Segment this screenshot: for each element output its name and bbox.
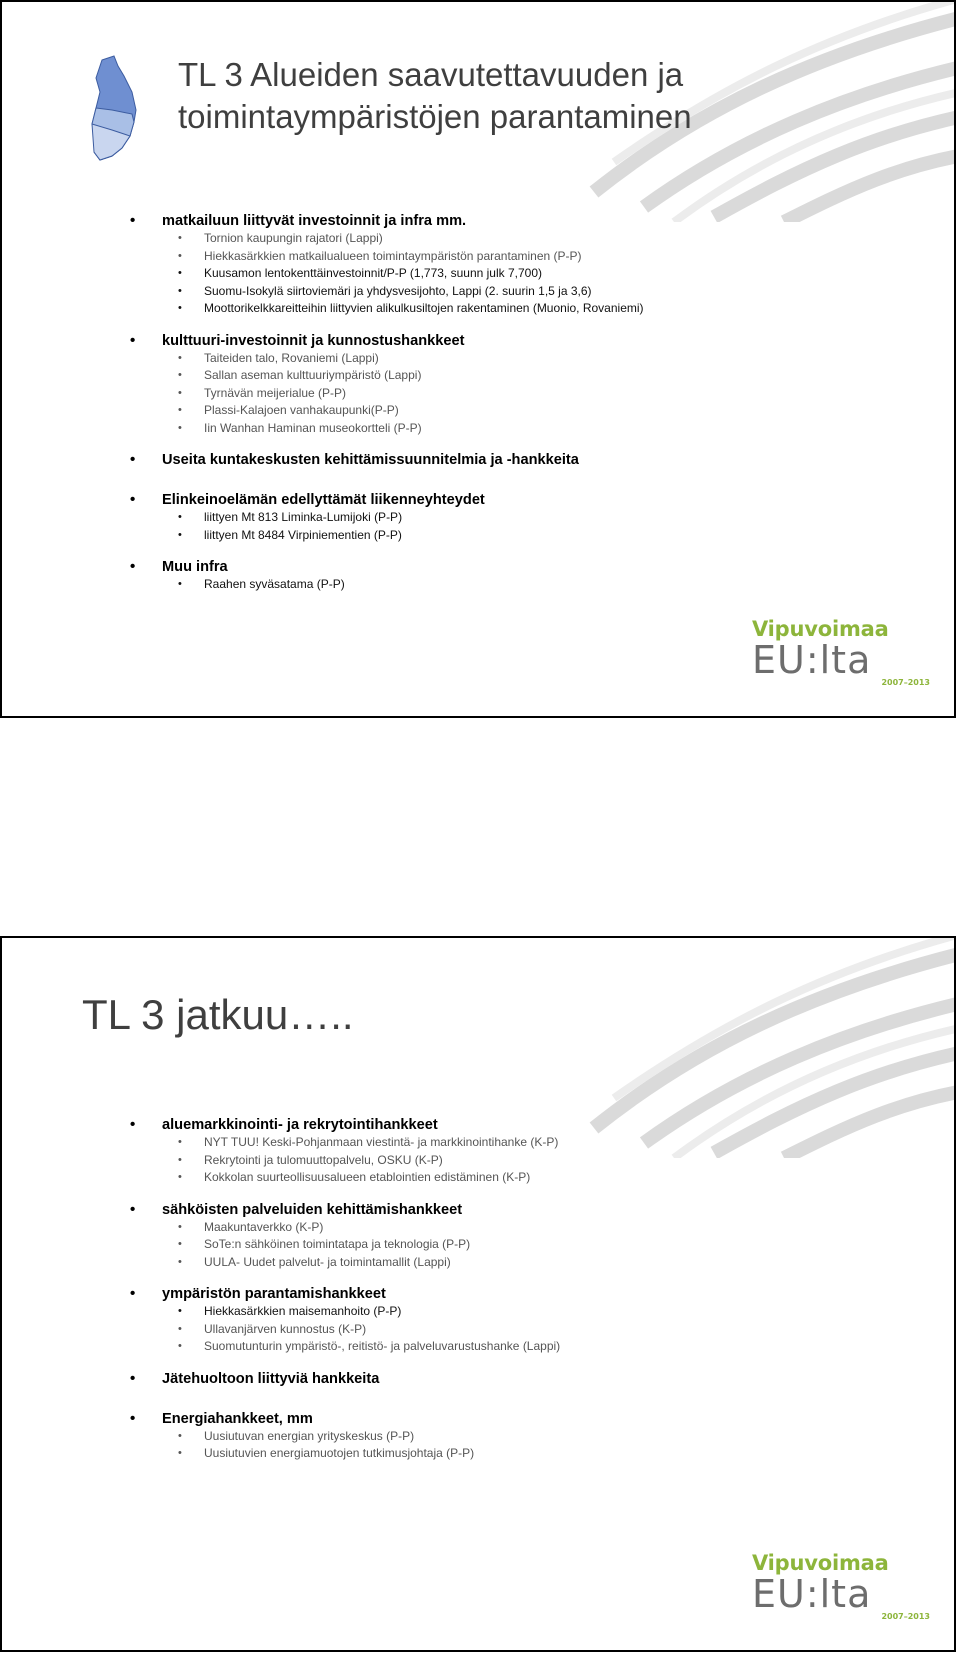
bullet-group (2, 558, 954, 594)
bullet-sublist (2, 509, 954, 544)
list-item: • SoTe:n sähköinen toimintatapa ja teknologia (P-P) (2, 1236, 954, 1254)
list-item: • Raahen syväsatama (P-P) (2, 576, 954, 594)
bullet-heading: • aluemarkkinointi- ja rekrytointihankkeet (2, 1116, 954, 1134)
bullet-heading: • matkailuun liittyvät investoinnit ja infra mm. (2, 212, 954, 230)
slide-1-title (178, 54, 778, 138)
list-item: • Plassi-Kalajoen vanhakaupunki(P-P) (2, 402, 954, 420)
slide-1-content (2, 212, 954, 594)
list-item: • Taiteiden talo, Rovaniemi (Lappi) (2, 350, 954, 368)
bullet-sublist (2, 1134, 954, 1187)
list-item: • Tornion kaupungin rajatori (Lappi) (2, 230, 954, 248)
list-item: • Iin Wanhan Haminan museokortteli (P-P) (2, 420, 954, 438)
bullet-heading: • kulttuuri-investoinnit ja kunnostushankkeet (2, 332, 954, 350)
bullet-sublist (2, 576, 954, 594)
bullet-sublist (2, 1303, 954, 1356)
bullet-heading: • Muu infra (2, 558, 954, 576)
list-item: • Tyrnävän meijerialue (P-P) (2, 385, 954, 403)
bullet-heading: • Jätehuoltoon liittyviä hankkeita (2, 1370, 954, 1388)
bullet-group (2, 1285, 954, 1356)
bullet-group (2, 1370, 954, 1388)
list-item: • Sallan aseman kulttuuriympäristö (Lappi) (2, 367, 954, 385)
bullet-group (2, 1116, 954, 1187)
bullet-sublist (2, 1428, 954, 1463)
bullet-heading: • Elinkeinoelämän edellyttämät liikenneyhteydet (2, 491, 954, 509)
list-item: • Suomu-Isokylä siirtoviemäri ja yhdysvesijohto, Lappi (2. suurin 1,5 ja 3,6) (2, 283, 954, 301)
list-item: • Rekrytointi ja tulomuuttopalvelu, OSKU (K-P) (2, 1152, 954, 1170)
slide-1-title-line-1: TL 3 Alueiden saavutettavuuden ja (178, 56, 684, 93)
bullet-heading: • Energiahankkeet, mm (2, 1410, 954, 1428)
bullet-group (2, 332, 954, 438)
logo-years: 2007–2013 (881, 678, 930, 687)
vipuvoimaa-eu-logo (752, 618, 942, 702)
bullet-group (2, 1410, 954, 1463)
list-item: • Kokkolan suurteollisuusalueen etablointien edistäminen (K-P) (2, 1169, 954, 1187)
bullet-heading: • Useita kuntakeskusten kehittämissuunnitelmia ja -hankkeita (2, 451, 954, 469)
list-item: • liittyen Mt 813 Liminka-Lumijoki (P-P) (2, 509, 954, 527)
bullet-group (2, 1201, 954, 1272)
list-item: • Hiekkasärkkien matkailualueen toimintaympäristön parantaminen (P-P) (2, 248, 954, 266)
bullet-sublist (2, 230, 954, 318)
bullet-group (2, 451, 954, 469)
finland-map-icon (72, 52, 167, 167)
list-item: • UULA- Uudet palvelut- ja toimintamallit (Lappi) (2, 1254, 954, 1272)
list-item: • Hiekkasärkkien maisemanhoito (P-P) (2, 1303, 954, 1321)
bullet-group (2, 491, 954, 544)
slide-1-title-line-2: toimintaympäristöjen parantaminen (178, 98, 692, 135)
slide-2-title: TL 3 jatkuu….. (82, 991, 354, 1038)
slide-1 (0, 0, 956, 718)
list-item: • Uusiutuvan energian yrityskeskus (P-P) (2, 1428, 954, 1446)
bullet-group (2, 212, 954, 318)
list-item: • Ullavanjärven kunnostus (K-P) (2, 1321, 954, 1339)
bullet-sublist (2, 1219, 954, 1272)
logo-line-2: EU:lta (752, 1572, 872, 1616)
bullet-heading: • ympäristön parantamishankkeet (2, 1285, 954, 1303)
list-item: • Uusiutuvien energiamuotojen tutkimusjohtaja (P-P) (2, 1445, 954, 1463)
vipuvoimaa-eu-logo (752, 1552, 942, 1636)
logo-years: 2007–2013 (881, 1612, 930, 1621)
logo-line-1: Vipuvoimaa (752, 1551, 889, 1575)
slide-2-content (2, 1116, 954, 1463)
list-item: • Kuusamon lentokenttäinvestoinnit/P-P (1,773, suunn julk 7,700) (2, 265, 954, 283)
bullet-sublist (2, 350, 954, 438)
logo-line-2: EU:lta (752, 638, 872, 682)
list-item: • NYT TUU! Keski-Pohjanmaan viestintä- ja markkinointihanke (K-P) (2, 1134, 954, 1152)
list-item: • liittyen Mt 8484 Virpiniementien (P-P) (2, 527, 954, 545)
list-item: • Suomutunturin ympäristö-, reitistö- ja palveluvarustushanke (Lappi) (2, 1338, 954, 1356)
slide-2 (0, 936, 956, 1652)
bullet-heading: • sähköisten palveluiden kehittämishankkeet (2, 1201, 954, 1219)
list-item: • Maakuntaverkko (K-P) (2, 1219, 954, 1237)
list-item: • Moottorikelkkareitteihin liittyvien alikulkusiltojen rakentaminen (Muonio, Rovaniemi) (2, 300, 954, 318)
logo-line-1: Vipuvoimaa (752, 617, 889, 641)
